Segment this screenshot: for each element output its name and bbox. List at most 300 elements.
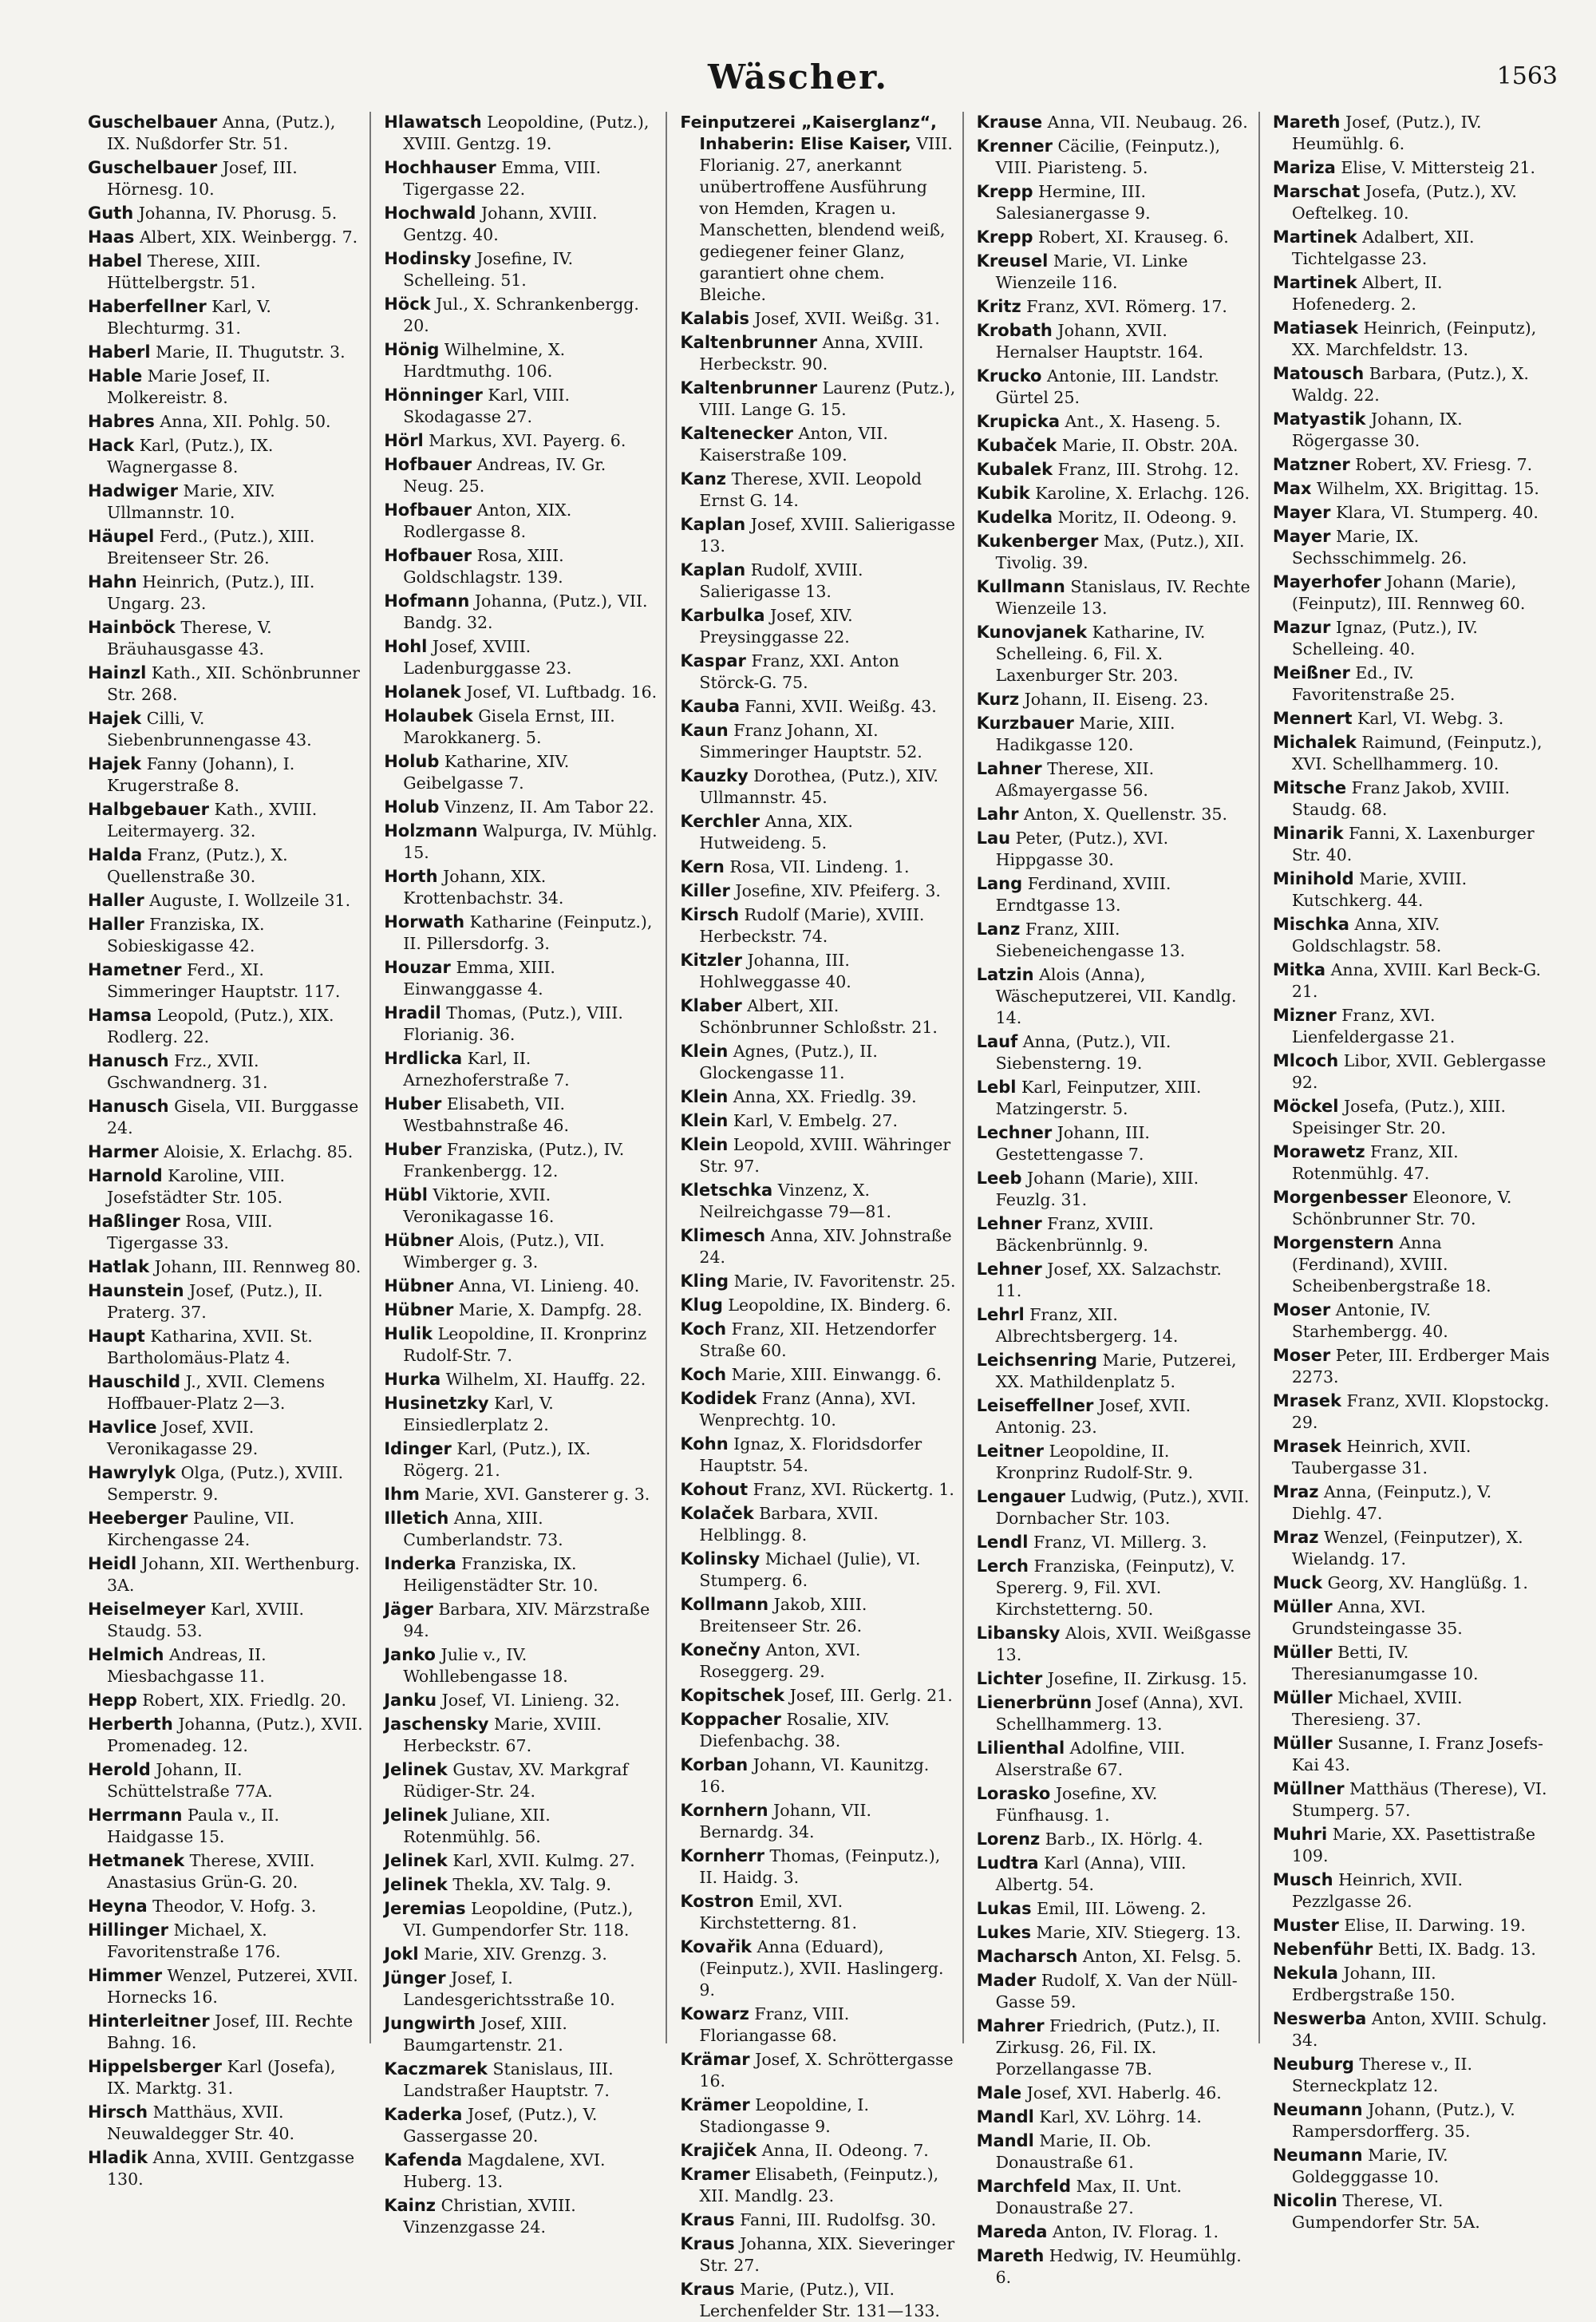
directory-entry (977, 435, 1252, 457)
entry-details: Barb., IX. Hörlg. 4. (1045, 1830, 1203, 1849)
entry-details: Franz, XII. Rotenmühlg. 47. (1291, 1142, 1459, 1183)
entry-name: Horwath (384, 912, 465, 932)
directory-entry (88, 251, 363, 294)
directory-entry (977, 828, 1252, 871)
entry-details: Josef, X. Schröttergasse 16. (699, 2050, 954, 2091)
entry-name: Krause (976, 113, 1043, 132)
entry-details: Anna, XVIII. Gentzgasse 130. (107, 2148, 355, 2189)
entry-details: Therese, V. Bräuhausgasse 43. (107, 618, 272, 659)
directory-entry (680, 1640, 955, 1683)
entry-details: Josef, (Putz.), II. Praterg. 37. (107, 1281, 323, 1322)
directory-entry (88, 1805, 363, 1848)
entry-details: Anna, VII. Neubaug. 26. (1047, 113, 1248, 132)
directory-entry (1273, 2008, 1550, 2051)
directory-entry (680, 560, 955, 603)
entry-name: Hainböck (88, 618, 176, 637)
entry-details: Gisela, VII. Burggasse 24. (107, 1097, 359, 1137)
entry-details: Heinrich, XVII. Taubergasse 31. (1291, 1437, 1472, 1477)
directory-entry (88, 754, 363, 797)
directory-entry (384, 203, 659, 246)
entry-details: Frz., XVII. Gschwandnerg. 31. (107, 1051, 268, 1092)
entry-details: Julie v., IV. Wohllebengasse 18. (403, 1645, 568, 1686)
entry-details: Anna, XVIII. Karl Beck-G. 21. (1291, 960, 1542, 1001)
entry-name: Kauzky (680, 766, 749, 785)
directory-entry (977, 112, 1252, 133)
directory-entry (1273, 318, 1550, 361)
entry-name: Herberth (88, 1715, 173, 1734)
entry-details: Karl (Anna), VIII. Albertg. 54. (995, 1853, 1187, 1894)
column-4 (976, 112, 1260, 2287)
directory-entry (88, 1850, 363, 1893)
directory-entry (1273, 663, 1550, 706)
entry-name: Mayer (1272, 503, 1331, 522)
entry-name: Hübl (384, 1185, 428, 1205)
entry-details: Rudolf, XVIII. Salierigasse 13. (699, 560, 863, 601)
entry-name: Latzin (976, 965, 1034, 984)
entry-name: Mischka (1272, 915, 1349, 934)
directory-entry (88, 1050, 363, 1094)
entry-name: Mraz (1272, 1528, 1319, 1547)
entry-name: Hajek (88, 709, 142, 728)
entry-name: Michalek (1272, 733, 1357, 752)
directory-entry (88, 959, 363, 1003)
directory-entry (88, 1965, 363, 2008)
entry-name: Hofbauer (384, 500, 472, 520)
entry-name: Husinetzky (384, 1394, 489, 1413)
entry-details: Fanny (Johann), I. Krugerstraße 8. (107, 754, 295, 795)
entry-details: Johann, II. Eiseng. 23. (1024, 690, 1209, 709)
directory-entry (977, 1922, 1252, 1944)
entry-name: Mennert (1272, 709, 1353, 728)
entry-name: Neumann (1272, 2100, 1363, 2119)
entry-name: Guth (88, 204, 134, 223)
entry-name: Marchfeld (976, 2177, 1072, 2196)
directory-entry (680, 720, 955, 763)
entry-name: Hametner (88, 960, 182, 979)
entry-details: Robert, XIX. Friedlg. 20. (142, 1691, 346, 1710)
directory-columns (88, 112, 1556, 2320)
entry-name: Karbulka (680, 606, 765, 625)
entry-details: Leopoldine, II. Kronprinz Rudolf-Str. 7. (403, 1324, 647, 1365)
entry-details: Susanne, I. Franz Josefs-Kai 43. (1291, 1734, 1543, 1774)
entry-name: Koch (680, 1319, 727, 1339)
directory-entry (88, 1759, 363, 1802)
directory-entry (977, 1122, 1252, 1165)
directory-entry (680, 1319, 955, 1362)
directory-entry (680, 856, 955, 878)
entry-name: Hulik (384, 1324, 433, 1343)
entry-details: Marie, Putzerei, XX. Mathildenplatz 5. (995, 1351, 1237, 1391)
directory-entry (88, 2147, 363, 2190)
entry-details: Therese, XIII. Hüttelbergstr. 51. (107, 251, 261, 292)
entry-name: Haupt (88, 1327, 145, 1346)
entry-details: Johann, XVII. Hernalser Hauptstr. 164. (995, 321, 1204, 362)
entry-details: Kath., XVIII. Leitermayerg. 32. (107, 800, 318, 841)
entry-name: Konečny (680, 1640, 761, 1659)
entry-details: Leopoldine, (Putz.), XVIII. Gentzg. 19. (403, 113, 650, 153)
entry-details: Albert, XIX. Weinbergg. 7. (139, 227, 358, 247)
directory-entry (977, 1898, 1252, 1920)
entry-details: Marie, II. Obstr. 20A. (1061, 436, 1238, 455)
entry-name: Halda (88, 845, 143, 864)
entry-details: Therese, XVII. Leopold Ernst G. 14. (699, 469, 922, 510)
advertisement-heading: Feinputzerei „Kaiserglanz“, Inhaberin: Elise Kaiser, (680, 113, 937, 153)
entry-details: Matthäus, XVII. Neuwaldegger Str. 40. (107, 2102, 295, 2143)
entry-name: Leeb (976, 1169, 1022, 1188)
entry-name: Kubalek (976, 460, 1053, 479)
column-3 (680, 112, 963, 2320)
entry-details: Klara, VI. Stumperg. 40. (1336, 503, 1539, 522)
entry-name: Kohn (680, 1434, 729, 1454)
entry-details: J., XVII. Clemens Hoffbauer-Platz 2—3. (107, 1372, 326, 1413)
directory-entry (1273, 617, 1550, 660)
entry-name: Habres (88, 412, 155, 431)
directory-entry (977, 2015, 1252, 2080)
entry-name: Jelinek (384, 1760, 448, 1779)
entry-name: Kaspar (680, 651, 746, 670)
directory-entry (1273, 1642, 1550, 1685)
directory-entry (1273, 2099, 1550, 2142)
entry-details: Karl, VI. Webg. 3. (1357, 709, 1504, 728)
entry-name: Macharsch (976, 1947, 1078, 1966)
entry-name: Guschelbauer (88, 158, 218, 177)
entry-name: Kletschka (680, 1181, 773, 1200)
entry-name: Korban (680, 1755, 749, 1774)
entry-name: Mrasek (1272, 1437, 1341, 1456)
entry-name: Havlice (88, 1418, 157, 1437)
entry-details: Johanna, IV. Phorusg. 5. (138, 204, 338, 223)
entry-name: Kowarz (680, 2004, 749, 2023)
directory-entry (680, 1891, 955, 1934)
directory-entry (680, 995, 955, 1038)
entry-details: Anton, VII. Kaiserstraße 109. (699, 424, 888, 465)
entry-name: Hamsa (88, 1006, 152, 1025)
directory-entry (88, 227, 363, 248)
entry-details: Johanna, (Putz.), XVII. Promenadeg. 12. (107, 1715, 363, 1755)
entry-name: Müllner (1272, 1779, 1345, 1798)
directory-entry (680, 1225, 955, 1268)
directory-entry (977, 459, 1252, 481)
directory-entry (88, 663, 363, 706)
entry-name: Harnold (88, 1166, 163, 1185)
entry-name: Klein (680, 1111, 729, 1130)
entry-name: Lang (976, 874, 1023, 893)
entry-details: Stanislaus, IV. Rechte Wienzeile 13. (995, 577, 1250, 618)
entry-details: Elise, II. Darwing. 19. (1344, 1916, 1526, 1935)
directory-entry (88, 890, 363, 912)
entry-name: Kaplan (680, 515, 746, 534)
entry-details: Dorothea, (Putz.), XIV. Ullmannstr. 45. (699, 766, 938, 807)
entry-details: Heinrich, XVII. Pezzlgasse 26. (1291, 1870, 1464, 1911)
entry-details: Marie, VI. Linke Wienzeile 116. (995, 251, 1188, 292)
directory-entry (384, 2013, 659, 2056)
directory-entry (88, 1005, 363, 1048)
directory-entry (680, 1180, 955, 1223)
entry-name: Kraus (680, 2210, 735, 2229)
entry-details: Max, (Putz.), XII. Tivolig. 39. (995, 532, 1245, 572)
entry-details: Rudolf, X. Van der Nüll-Gasse 59. (995, 1971, 1238, 2011)
directory-entry (680, 880, 955, 902)
entry-details: Betti, IX. Badg. 13. (1377, 1940, 1536, 1959)
directory-entry (680, 1295, 955, 1316)
directory-entry (1273, 868, 1550, 912)
directory-entry (1273, 454, 1550, 476)
entry-details: Theodor, V. Hofg. 3. (152, 1897, 317, 1916)
entry-name: Haas (88, 227, 135, 247)
entry-details: Franziska, (Feinputz), V. Spererg. 9, Fil. XVI. Kirchstetterng. 50. (995, 1557, 1235, 1619)
entry-details: Marie, XIII. Einwangg. 6. (731, 1365, 942, 1384)
entry-name: Halbgebauer (88, 800, 210, 819)
entry-name: Hinterleitner (88, 2011, 210, 2031)
directory-entry (1273, 1527, 1550, 1570)
entry-name: Haller (88, 891, 144, 910)
entry-details: Johann, XII. Werthenburg. 3A. (107, 1554, 360, 1595)
entry-name: Krepp (976, 227, 1033, 247)
entry-name: Hübner (384, 1276, 454, 1295)
directory-entry (384, 1759, 659, 1802)
entry-details: Michael, X. Favoritenstraße 176. (107, 1920, 281, 1961)
directory-entry (1273, 1005, 1550, 1048)
entry-name: Jelinek (384, 1806, 448, 1825)
directory-entry (977, 507, 1252, 528)
entry-name: Jaschensky (384, 1715, 489, 1734)
directory-entry (680, 1685, 955, 1707)
entry-details: Rosa, VIII. Tigergasse 33. (107, 1212, 273, 1252)
directory-entry (977, 758, 1252, 801)
directory-entry (977, 1623, 1252, 1666)
entry-details: Karl, (Putz.), IX. Rögerg. 21. (403, 1439, 591, 1480)
entry-name: Mareth (1272, 113, 1341, 132)
entry-name: Mitsche (1272, 778, 1347, 797)
entry-name: Holub (384, 797, 440, 817)
directory-entry (680, 423, 955, 466)
entry-details: Franz, XVII. Klopstockg. 29. (1291, 1391, 1550, 1432)
entry-name: Hlawatsch (384, 113, 482, 132)
entry-name: Guschelbauer (88, 113, 218, 132)
directory-entry (1273, 181, 1550, 224)
entry-name: Kurz (976, 690, 1020, 709)
entry-name: Hirsch (88, 2102, 148, 2122)
entry-details: Johann, XVIII. Gentzg. 40. (403, 204, 598, 244)
directory-entry (1273, 777, 1550, 821)
entry-details: Wenzel, Putzerei, XVII. Hornecks 16. (107, 1966, 358, 2007)
entry-details: Rudolf (Marie), XVIII. Herbeckstr. 74. (699, 905, 925, 946)
entry-name: Kainz (384, 2196, 437, 2215)
entry-details: Karl, V. Blechturmg. 31. (107, 297, 271, 338)
entry-name: Lorasko (976, 1784, 1051, 1803)
directory-entry (680, 1549, 955, 1592)
entry-name: Hack (88, 436, 135, 455)
directory-entry (977, 296, 1252, 318)
directory-entry (1273, 502, 1550, 524)
directory-entry (977, 1486, 1252, 1529)
entry-details: Ferdinand, XVIII. Erndtgasse 13. (995, 874, 1171, 915)
entry-details: Josefine, II. Zirkusg. 15. (1047, 1669, 1247, 1688)
directory-entry (88, 342, 363, 363)
entry-name: Krepp (976, 182, 1033, 201)
entry-details: Fanni, X. Laxenburger Str. 40. (1291, 824, 1535, 864)
entry-details: Franziska, IX. Heiligenstädter Str. 10. (403, 1554, 598, 1595)
entry-name: Kolaček (680, 1504, 754, 1523)
directory-entry (680, 1434, 955, 1477)
entry-details: Hedwig, IV. Heumühlg. 6. (995, 2246, 1242, 2287)
entry-details: Vinzenz, X. Neilreichgasse 79—81. (699, 1181, 891, 1221)
entry-name: Martinek (1272, 273, 1357, 292)
entry-details: Alois, XVII. Weißgasse 13. (995, 1624, 1251, 1664)
directory-entry (1273, 2054, 1550, 2097)
entry-details: Franziska, IX. Sobieskigasse 42. (107, 915, 265, 955)
entry-details: Franz, III. Strohg. 12. (1057, 460, 1239, 479)
entry-details: Marie, (Putz.), VII. Lerchenfelder Str. 131—133. (699, 2280, 940, 2320)
entry-details: Johann, III. Rennweg 80. (154, 1257, 361, 1276)
entry-name: Hochhauser (384, 158, 496, 177)
directory-entry (680, 1041, 955, 1084)
entry-name: Hadwiger (88, 481, 179, 500)
directory-entry (88, 1508, 363, 1551)
entry-name: Mandl (976, 2107, 1034, 2126)
directory-entry (680, 696, 955, 718)
entry-details: Heinrich, (Putz.), III. Ungarg. 23. (107, 572, 315, 613)
directory-entry (977, 1532, 1252, 1553)
directory-entry (680, 2233, 955, 2277)
entry-details: Josef, XVIII. Salierigasse 13. (699, 515, 955, 556)
entry-details: Alois, (Putz.), VII. Wimberger g. 3. (403, 1231, 605, 1272)
entry-name: Krucko (976, 366, 1042, 386)
directory-entry (1273, 708, 1550, 730)
directory-entry (384, 1003, 659, 1046)
directory-entry (88, 157, 363, 200)
entry-details: Johann, VI. Kaunitzg. 16. (699, 1755, 930, 1796)
entry-details: Karoline, VIII. Josefstädter Str. 105. (107, 1166, 286, 1207)
directory-entry (977, 251, 1252, 294)
entry-name: Holanek (384, 682, 461, 702)
entry-name: Minihold (1272, 869, 1354, 888)
entry-details: Friedrich, (Putz.), II. Zirkusg. 26, Fil. IX. Porzellangasse 7B. (995, 2016, 1221, 2079)
entry-name: Hohl (384, 637, 428, 656)
entry-name: Nekula (1272, 1964, 1338, 1983)
entry-details: Wilhelm, XI. Hauffg. 22. (445, 1370, 646, 1389)
entry-name: Killer (680, 881, 730, 900)
entry-name: Lienerbrünn (976, 1693, 1092, 1712)
entry-details: Johanna, XIX. Sieveringer Str. 27. (699, 2234, 955, 2275)
entry-name: Haberfellner (88, 297, 207, 316)
entry-name: Horth (384, 867, 438, 886)
entry-name: Lauf (976, 1032, 1018, 1051)
directory-entry (384, 1438, 659, 1481)
entry-details: Franz, VI. Millerg. 3. (1033, 1533, 1207, 1552)
entry-details: Markus, XVI. Payerg. 6. (429, 431, 626, 450)
entry-name: Lehrl (976, 1305, 1025, 1324)
entry-details: Antonie, IV. Starhembergg. 40. (1291, 1300, 1448, 1341)
entry-name: Leiseffellner (976, 1396, 1094, 1415)
entry-name: Habel (88, 251, 143, 271)
entry-name: Höck (384, 295, 431, 314)
entry-details: Leopoldine, I. Stadiongasse 9. (699, 2095, 869, 2136)
entry-name: Jünger (384, 1968, 446, 1988)
entry-details: Johann, XIX. Krottenbachstr. 34. (403, 867, 564, 908)
entry-name: Mareth (976, 2246, 1045, 2265)
entry-details: Katharine, XIV. Geibelgasse 7. (403, 752, 570, 793)
entry-name: Kopitschek (680, 1686, 785, 1705)
entry-details: Jakob, XIII. Breitenseer Str. 26. (699, 1595, 867, 1636)
entry-name: Mayerhofer (1272, 572, 1381, 591)
entry-details: Josef, III. Hörnesg. 10. (107, 158, 298, 199)
entry-name: Lebl (976, 1078, 1017, 1097)
entry-name: Inderka (384, 1554, 456, 1573)
directory-entry (1273, 1572, 1550, 1594)
directory-entry (680, 1364, 955, 1386)
entry-details: Anton, XVI. Roseggerg. 29. (699, 1640, 861, 1681)
entry-name: Koppacher (680, 1710, 781, 1729)
entry-name: Klein (680, 1042, 729, 1061)
entry-name: Hanusch (88, 1051, 169, 1070)
entry-name: Lendl (976, 1533, 1029, 1552)
directory-entry (88, 1256, 363, 1278)
directory-entry (977, 1304, 1252, 1347)
entry-details: Therese, XVIII. Anastasius Grün-G. 20. (107, 1851, 315, 1892)
directory-entry (88, 411, 363, 433)
entry-details: Josef (Anna), XVI. Schellhammerg. 13. (995, 1693, 1244, 1734)
directory-entry (88, 799, 363, 842)
entry-name: Lukas (976, 1899, 1032, 1918)
directory-entry (1273, 272, 1550, 315)
directory-entry (977, 320, 1252, 363)
entry-name: Heiselmeyer (88, 1600, 206, 1619)
entry-details: Barbara, XVII. Helblingg. 8. (699, 1504, 879, 1545)
entry-details: Karoline, X. Erlachg. 126. (1035, 484, 1250, 503)
entry-name: Morgenbesser (1272, 1188, 1408, 1207)
entry-details: Anna, XVI. Grundsteingasse 35. (1291, 1597, 1463, 1638)
entry-details: Marie, IV. Goldegggasse 10. (1291, 2146, 1448, 2186)
entry-details: Josef, XIII. Baumgartenstr. 21. (403, 2014, 567, 2055)
entry-name: Herold (88, 1760, 151, 1779)
entry-name: Male (976, 2083, 1022, 2102)
entry-details: Thekla, XV. Talg. 9. (452, 1875, 612, 1894)
entry-details: Andreas, II. Miesbachgasse 11. (107, 1645, 267, 1686)
directory-entry (977, 2106, 1252, 2128)
entry-details: Peter, (Putz.), XVI. Hippgasse 30. (995, 829, 1169, 869)
entry-details: Alois (Anna), Wäscheputzerei, VII. Kandlg. 14. (995, 965, 1237, 1027)
entry-details: Rosa, VII. Lindeng. 1. (729, 857, 910, 876)
entry-details: Josefa, (Putz.), XV. Oeftelkeg. 10. (1291, 182, 1517, 223)
directory-entry (1273, 227, 1550, 270)
entry-details: Josef, XIV. Preysinggasse 22. (699, 606, 853, 647)
entry-name: Hübner (384, 1300, 454, 1319)
entry-details: Josef, XX. Salzachstr. 11. (995, 1260, 1222, 1300)
directory-entry (977, 1259, 1252, 1302)
entry-details: Johann, IX. Rögergasse 30. (1291, 409, 1463, 450)
entry-details: Marie, XVI. Gansterer g. 3. (425, 1485, 650, 1504)
entry-name: Mrasek (1272, 1391, 1341, 1410)
entry-name: Klug (680, 1295, 723, 1315)
directory-entry (977, 1738, 1252, 1781)
entry-name: Mayer (1272, 527, 1331, 546)
entry-details: Anna (Eduard), (Feinputz.), XVII. Haslingerg. 9. (699, 1937, 944, 2000)
directory-entry (977, 2130, 1252, 2174)
directory-entry (1273, 409, 1550, 452)
entry-name: Mlcoch (1272, 1051, 1339, 1070)
directory-entry (977, 1395, 1252, 1438)
entry-details: Therese, XII. Aßmayergasse 56. (995, 759, 1155, 800)
directory-entry (1273, 1481, 1550, 1525)
entry-name: Kolinsky (680, 1549, 760, 1568)
entry-details: Marie, II. Thugutstr. 3. (156, 342, 346, 362)
entry-details: Johann, (Putz.), V. Rampersdorfferg. 35. (1291, 2100, 1515, 2141)
entry-name: Lahner (976, 759, 1042, 778)
directory-entry (384, 1805, 659, 1848)
directory-entry (680, 332, 955, 375)
directory-entry (88, 617, 363, 660)
